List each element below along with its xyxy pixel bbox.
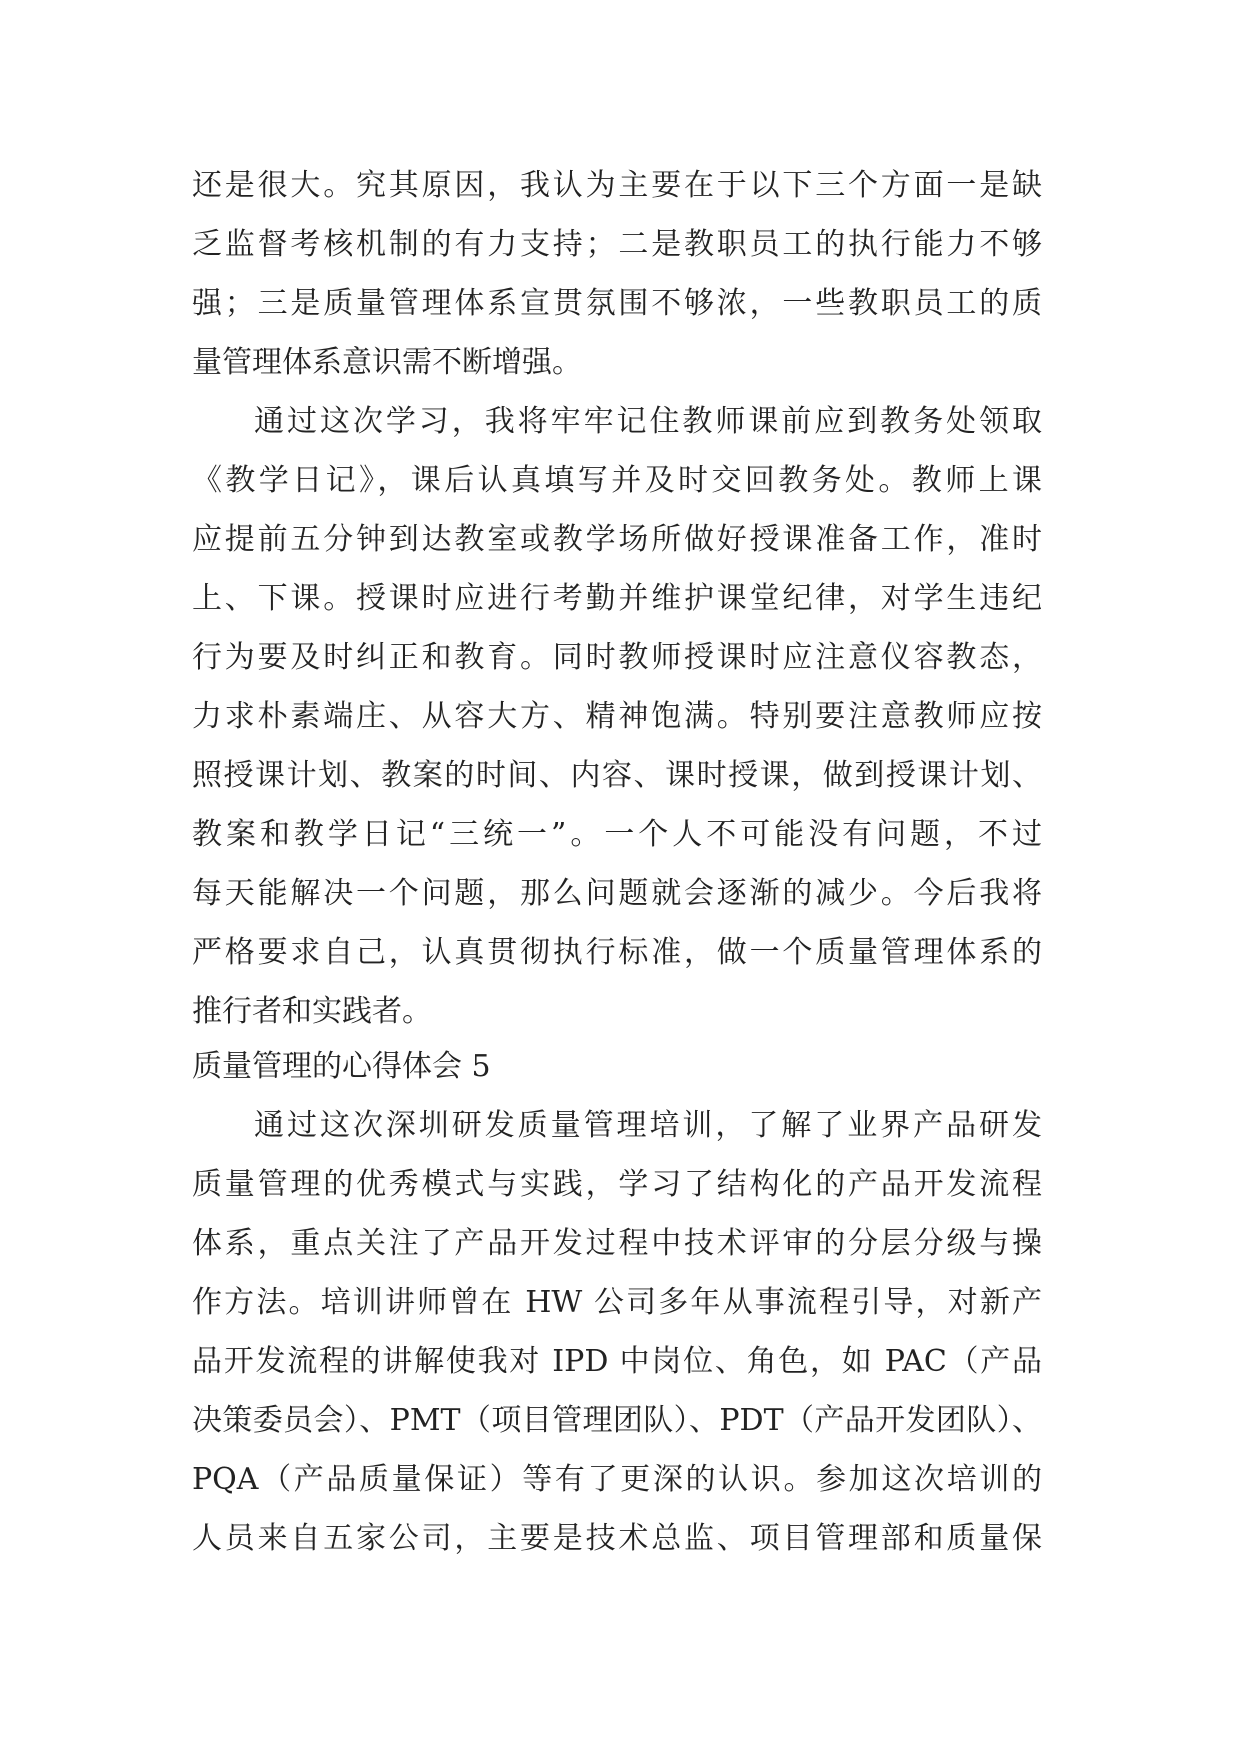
paragraph-first-line: 通过这次深圳研发质量管理培训，了解了业界产品研发 xyxy=(254,1108,1042,1143)
text-line: 体系，重点关注了产品开发过程中技术评审的分层分级与操 xyxy=(192,1226,1042,1261)
text-line: 力求朴素端庄、从容大方、精神饱满。特别要注意教师应按 xyxy=(192,699,1042,734)
text-line: 决策委员会）、PMT（项目管理团队）、PDT（产品开发团队）、 xyxy=(192,1403,1042,1438)
text-line: 严格要求自己，认真贯彻执行标准，做一个质量管理体系的 xyxy=(192,935,1042,970)
paragraph-first-line: 通过这次学习，我将牢牢记住教师课前应到教务处领取 xyxy=(254,404,1042,439)
text-line: 人员来自五家公司，主要是技术总监、项目管理部和质量保 xyxy=(192,1521,1042,1556)
text-line: 《教学日记》，课后认真填写并及时交回教务处。教师上课 xyxy=(192,463,1042,498)
text-line: 乏监督考核机制的有力支持；二是教职员工的执行能力不够 xyxy=(192,227,1042,262)
text-line: 强；三是质量管理体系宣贯氛围不够浓，一些教职员工的质 xyxy=(192,286,1042,321)
text-line: 行为要及时纠正和教育。同时教师授课时应注意仪容教态， xyxy=(192,640,1042,675)
section-heading: 质量管理的心得体会 5 xyxy=(192,1049,491,1084)
text-line: 品开发流程的讲解使我对 IPD 中岗位、角色，如 PAC（产品 xyxy=(192,1344,1042,1379)
text-line: 照授课计划、教案的时间、内容、课时授课，做到授课计划、 xyxy=(192,758,1042,793)
text-line: 应提前五分钟到达教室或教学场所做好授课准备工作，准时 xyxy=(192,522,1042,557)
text-line: 量管理体系意识需不断增强。 xyxy=(192,345,582,380)
text-line: 推行者和实践者。 xyxy=(192,994,432,1029)
text-line: 还是很大。究其原因，我认为主要在于以下三个方面一是缺 xyxy=(192,168,1042,203)
text-line: 作方法。培训讲师曾在 HW 公司多年从事流程引导，对新产 xyxy=(192,1285,1042,1320)
text-line: 教案和教学日记“三统一”。一个人不可能没有问题，不过 xyxy=(192,817,1042,852)
text-line: 上、下课。授课时应进行考勤并维护课堂纪律，对学生违纪 xyxy=(192,581,1042,616)
text-line: 每天能解决一个问题，那么问题就会逐渐的减少。今后我将 xyxy=(192,876,1042,911)
text-line: 质量管理的优秀模式与实践，学习了结构化的产品开发流程 xyxy=(192,1167,1042,1202)
text-line: PQA（产品质量保证）等有了更深的认识。参加这次培训的 xyxy=(192,1462,1042,1497)
